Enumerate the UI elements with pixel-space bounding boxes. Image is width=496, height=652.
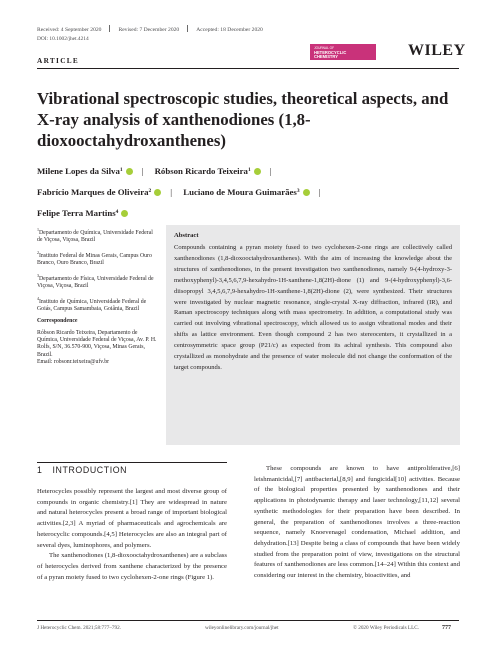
footer-url[interactable]: wileyonlinelibrary.com/journal/jhet	[205, 625, 279, 631]
orcid-icon[interactable]	[126, 168, 133, 175]
author-list: Milene Lopes da Silva$^1$ | Róbson Ricardo Teixeira$^1$ | Fabrício Marques de Oliveira$^2$ | Luciano de Moura Guimarães$^3$ | Felipe Terra Martins$^4$	[37, 166, 321, 218]
correspondence-heading: Correspondence	[37, 318, 78, 325]
orcid-icon[interactable]	[303, 189, 310, 196]
author-name[interactable]: Luciano de Moura Guimarães$^3$	[183, 187, 300, 197]
orcid-icon[interactable]	[121, 210, 128, 217]
body-paragraph: Heterocycles possibly represent the largest and most diverse group of compounds in organic chemistry.[1] They are widespread in nature and natural heterocycles present a broad range of important biological activities.[2,3] A myriad of pharmaceuticals and agrochemicals are heterocyclic compounds.[4,5] Heterocycles are also an integral part of several dyes, luminophores, and polymers.	[37, 488, 227, 549]
author-name[interactable]: Fabrício Marques de Oliveira$^2$	[37, 187, 152, 197]
received-date: Received: 4 September 2020	[37, 27, 102, 33]
abstract-box	[166, 225, 460, 445]
article-title: Vibrational spectroscopic studies, theoretical aspects, and X-ray analysis of xanthenodiones (1,8-dioxooctahydroxanthenes)	[37, 89, 449, 150]
author-name[interactable]: Milene Lopes da Silva$^1$	[37, 166, 123, 176]
author-name[interactable]: Róbson Ricardo Teixeira$^1$	[154, 166, 251, 176]
footer-rule	[37, 620, 459, 621]
journal-logo-small: JOURNAL OF	[314, 46, 335, 50]
abstract-heading: Abstract	[174, 232, 199, 239]
affiliation: $^3$Departamento de Física, Universidade Federal de Viçosa, Viçosa, Brazil	[37, 273, 154, 290]
footer-journal: J Heterocyclic Chem. 2021;58:777–792.	[37, 625, 121, 631]
section-heading: 1 INTRODUCTION	[37, 465, 128, 475]
accepted-date: Accepted: 18 December 2020	[196, 27, 263, 33]
correspondence-email[interactable]: Email: robsonr.teixeira@ufv.br	[37, 359, 110, 366]
publisher-logo[interactable]: WILEY	[408, 42, 466, 59]
body-paragraph: The xanthenodiones (1,8-dioxooctahydroxanthenes) are a subclass of heterocycles derived from xanthene characterized by the presence of a pyran moiety fused to two cyclohexen-2-one rings (Figure 1).	[37, 552, 227, 581]
affiliation: $^1$Departamento de Química, Universidade Federal de Viçosa, Viçosa, Brazil	[37, 227, 153, 244]
author-name[interactable]: Felipe Terra Martins$^4$	[37, 208, 119, 218]
header-rule	[37, 68, 459, 69]
date-separator	[109, 25, 110, 32]
orcid-icon[interactable]	[154, 189, 161, 196]
journal-logo-line2: CHEMISTRY	[314, 54, 338, 60]
revised-date: Revised: 7 December 2020	[118, 27, 180, 33]
section-rule	[37, 462, 227, 463]
date-separator	[187, 25, 188, 32]
body-column-right	[254, 464, 460, 582]
page-number: 777	[442, 625, 451, 631]
correspondence-text: Róbson Ricardo Teixeira, Departamento de Química, Universidade Federal de Viçosa, Av. P. H. Rolfs, S/N, 36.570-900, Viçosa, Minas Gerais, Brazil. Email: robsonr.teixeira@ufv.br	[37, 329, 157, 366]
affiliations	[37, 226, 157, 371]
section-label: ARTICLE	[37, 56, 80, 65]
doi[interactable]: DOI: 10.1002/jhet.4214	[37, 36, 89, 42]
footer-copyright: © 2020 Wiley Periodicals LLC.	[353, 625, 420, 631]
article-dates	[37, 25, 263, 33]
affiliation: $^2$Instituto Federal de Minas Gerais, Campus Ouro Branco, Ouro Branco, Brazil	[37, 250, 152, 267]
journal-logo[interactable]	[310, 44, 376, 60]
abstract-text: Compounds containing a pyran moiety fused to two cyclohexen-2-one rings are collectively called xanthenodiones (1,8-dioxooctahydroxanthenes). With the aim of increasing the knowledge about the structures of xanthenodiones, in the present investigation two xanthenodiones, namely 9-(4-hydroxy-3-methoxyphenyl)-3,4,5,6,7,9-hexahydro-1H-xanthene-1,8(2H)-dione (1) and 9-(4-hydroxyphenyl)-3,6-diisopropyl 3,4,5,6,7,9-hexahydro-1H-xanthene-1,8(2H)-dione (2), were synthesized. Their structures were investigated by nuclear magnetic resonance, single-crystal X-ray diffraction, infrared (IR), and Raman spectroscopy techniques along with mass spectrometry. In addition, a computational study was carried out involving vibrational spectroscopy, which allowed us to assign vibrational modes and their shifts as lattice environment. Even though compound 2 has two stereocenters, it crystallized in a centrosymmetric space group (P21/c) as expected from its achiral synthesis. This compound also crystallized as monohydrate and the presence of water molecule did not change the conformation of the target compounds.	[174, 244, 452, 371]
affiliation: $^4$Instituto de Química, Universidade Federal de Goiás, Campus Samambaia, Goiânia, Brazil	[37, 296, 147, 313]
orcid-icon[interactable]	[254, 168, 261, 175]
journal-logo-line1: HETEROCYCLIC	[314, 49, 347, 55]
body-column-left	[37, 487, 227, 583]
body-paragraph: These compounds are known to have antiproliferative,[6] leishmanicidal,[7] antibacterial,[8,9] and fungicidal[10] activities. Because of the biological properties presented by xanthenodiones and their applications in photodynamic therapy and laser technology,[11,12] several synthetic methodologies for their preparation have been described. In general, the preparation of xanthenodiones involves a three-reaction sequence, namely Knoevenagel condensation, Michael addition, and dehydration.[13] Despite being a class of compounds that have been widely studied from the preparation point of view, investigations on the structural features of xanthenodiones are less common.[14–24] Within this context and considering our interest in the chemistry, bioactivities, and	[254, 465, 460, 580]
